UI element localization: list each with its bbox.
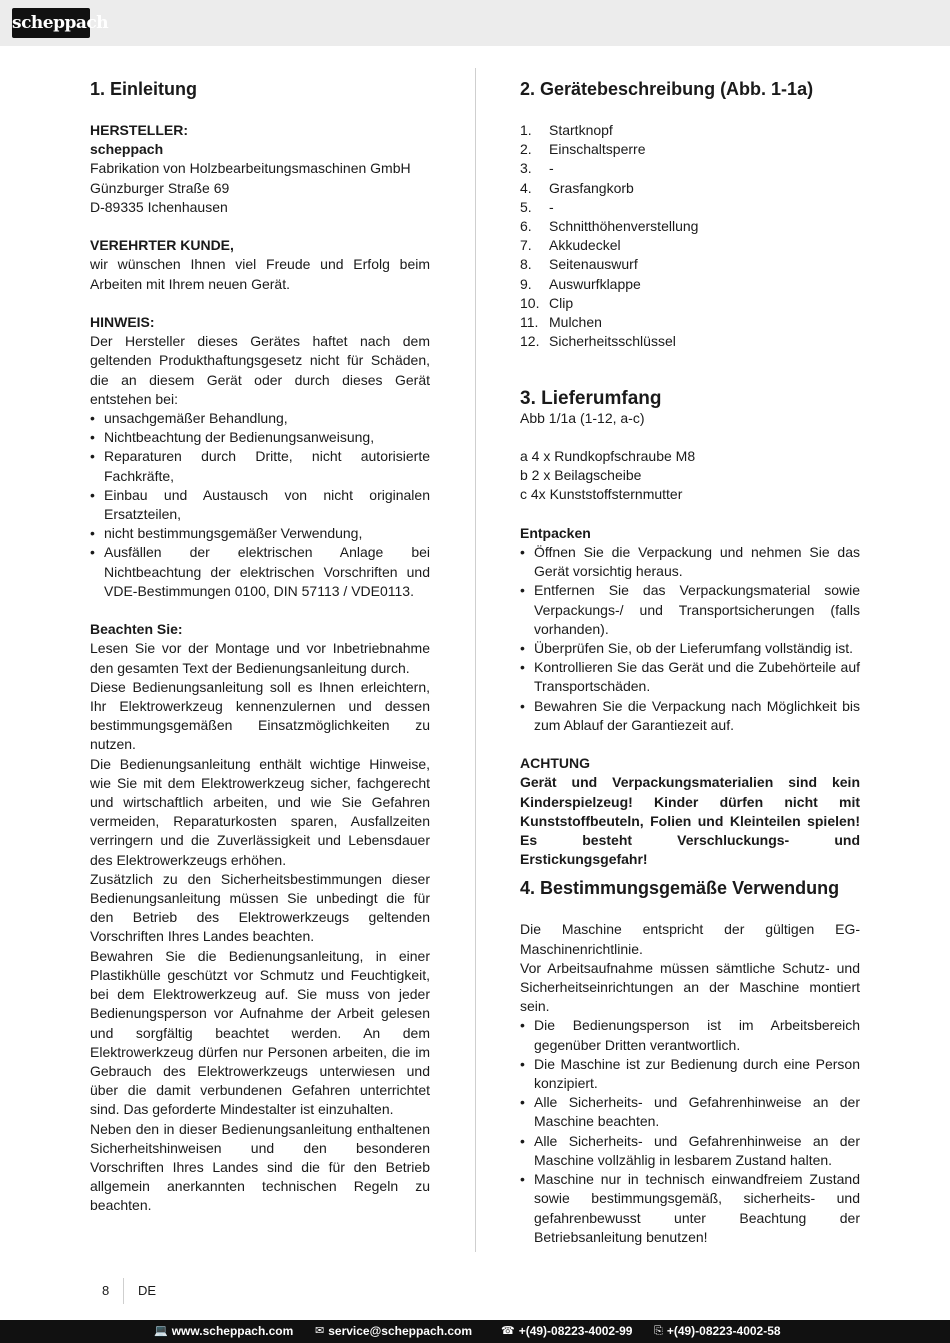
list-item: • Entfernen Sie das Verpackungsmaterial sowie Verpackungs-/ und Transportsicherungen (falls vorhanden). <box>520 581 860 639</box>
list-item: 1. Startknopf <box>520 122 613 138</box>
list-item: 5. - <box>520 198 554 215</box>
phone-icon: ☎ <box>501 1325 515 1337</box>
website-contact <box>154 1322 293 1340</box>
unpack-label: Entpacken <box>520 524 591 541</box>
website-link[interactable]: www.scheppach.com <box>171 1324 294 1338</box>
contact-bar <box>0 1320 950 1343</box>
note-list <box>90 409 430 601</box>
observe-paragraph: Lesen Sie vor der Montage und vor Inbetriebnahme den gesamten Text der Bedienungsanleitung durch. <box>90 640 430 676</box>
footer-divider <box>123 1278 124 1304</box>
list-item: 11. Mulchen <box>520 314 602 331</box>
list-item: • Alle Sicherheits- und Gefahrenhinweise an der Maschine beachten. <box>520 1093 860 1131</box>
observe-paragraph: Neben den in dieser Bedienungsanleitung enthaltenen Sicherheitshinweisen und den besonderen Vorschriften Ihres Landes sind die für den Betrieb allgemein anerkannten technischen Regeln zu beachten. <box>90 1120 430 1214</box>
list-item: • nicht bestimmungsgemäßer Verwendung, <box>90 524 430 543</box>
list-item: • Nichtbeachtung der Bedienungsanweisung, <box>90 428 430 447</box>
use-paragraph: Die Maschine entspricht der gültigen EG-Maschinenrichtlinie. <box>520 921 860 957</box>
page-number: 8 <box>102 1283 110 1298</box>
list-item: • Einbau und Austausch von nicht originalen Ersatzteilen, <box>90 486 430 524</box>
list-item: • Die Maschine ist zur Bedienung durch eine Person konzipiert. <box>520 1055 860 1093</box>
list-item: 4. Grasfangkorb <box>520 179 634 196</box>
list-item: • Öffnen Sie die Verpackung und nehmen Sie das Gerät vorsichtig heraus. <box>520 543 860 581</box>
list-item: 10. Clip <box>520 294 574 311</box>
note-label: HINWEIS: <box>90 314 155 330</box>
observe-paragraph: Bewahren Sie die Bedienungsanleitung, in einer Plastikhülle geschützt vor Schmutz und Feuchtigkeit, bei dem Elektrowerkzeug auf. Sie muss von jeder Bedienungsperson vor Aufnahme der Arbeit gelesen und sorgfältig beachtet werden. An dem Elektrowerkzeug dürfen nur Personen arbeiten, die im Gebrauch des Elektrowerkzeugs unterwiesen und über die damit verbundenen Gefahren unterrichtet sind. Das geforderte Mindestalter ist einzuhalten. <box>90 947 430 1118</box>
parts-list <box>520 121 860 351</box>
heading-verwendung: 4. Bestimmungsgemäße Verwendung <box>520 878 840 899</box>
scope-reference: Abb 1/1a (1-12, a-c) <box>520 409 645 426</box>
list-item: 7. Akkudeckel <box>520 237 621 254</box>
manufacturer-line: Fabrikation von Holzbearbeitungsmaschinen GmbH <box>90 160 411 177</box>
note-text: Der Hersteller dieses Gerätes haftet nach dem geltenden Produkthaftungsgesetz nicht für Schäden, die an diesem Gerät oder durch dieses Gerät entstehen bei: <box>90 333 430 407</box>
use-paragraph: Vor Arbeitsaufnahme müssen sämtliche Schutz- und Sicherheitseinrichtungen an der Maschine montiert sein. <box>520 959 860 1015</box>
list-item: • Maschine nur in technisch einwandfreiem Zustand sowie bestimmungsgemäß, sicherheits- und gefahrenbewusst unter Beachtung der Betriebsanleitung benutzen! <box>520 1170 860 1247</box>
left-column <box>90 78 430 1216</box>
list-item: • Bewahren Sie die Verpackung nach Möglichkeit bis zum Ablauf der Garantiezeit auf. <box>520 697 860 735</box>
observe-paragraph: Diese Bedienungsanleitung soll es Ihnen erleichtern, Ihr Elektrowerkzeug kennenzulernen und dessen bestimmungsgemäßen Einsatzmöglichkeiten zu nutzen. <box>90 678 430 753</box>
list-item: • Überprüfen Sie, ob der Lieferumfang vollständig ist. <box>520 639 860 658</box>
phone-contact <box>501 1322 632 1340</box>
list-item: 3. - <box>520 160 554 177</box>
computer-icon: 💻 <box>154 1325 168 1337</box>
customer-text: wir wünschen Ihnen viel Freude und Erfolg beim Arbeiten mit Ihrem neuen Gerät. <box>90 256 430 292</box>
list-item: • Kontrollieren Sie das Gerät und die Zubehörteile auf Transportschäden. <box>520 658 860 696</box>
manufacturer-label: HERSTELLER: <box>90 122 188 138</box>
manufacturer-name: scheppach <box>90 141 164 158</box>
manufacturer-line: D-89335 Ichenhausen <box>90 198 228 215</box>
list-item: • unsachgemäßer Behandlung, <box>90 409 430 428</box>
list-item: • Ausfällen der elektrischen Anlage bei Nichtbeachtung der elektrischen Vorschriften und VDE-Bestimmungen 0100, DIN 57113 / VDE0113. <box>90 543 430 601</box>
list-item: 12. Sicherheitsschlüssel <box>520 333 676 350</box>
list-item: 2. Einschaltsperre <box>520 141 646 158</box>
email-contact <box>315 1322 472 1340</box>
heading-lieferumfang: 3. Lieferumfang <box>520 387 662 409</box>
manufacturer-line: Günzburger Straße 69 <box>90 179 230 196</box>
list-item: 8. Seitenauswurf <box>520 256 638 273</box>
email-link[interactable]: service@scheppach.com <box>328 1324 472 1338</box>
list-item: 9. Auswurfklappe <box>520 275 641 292</box>
heading-geraetebeschreibung: 2. Gerätebeschreibung (Abb. 1-1a) <box>520 79 814 99</box>
language-code: DE <box>138 1283 157 1298</box>
right-column <box>520 78 860 1247</box>
list-item: 6. Schnitthöhenverstellung <box>520 218 699 235</box>
use-list <box>520 1016 860 1246</box>
list-item: • Reparaturen durch Dritte, nicht autorisierte Fachkräfte, <box>90 447 430 485</box>
fax-contact <box>654 1322 781 1340</box>
scope-item: c 4x Kunststoffsternmutter <box>520 486 683 503</box>
phone-number: +(49)-08223-4002-99 <box>518 1324 633 1338</box>
scheppach-logo: scheppach <box>12 8 90 38</box>
attention-text: Gerät und Verpackungsmaterialien sind kein Kinderspielzeug! Kinder dürfen nicht mit Kunststoffbeuteln, Folien und Kleinteilen spielen! Es besteht Verschluckungs- und Erstickungsgefahr! <box>520 774 860 868</box>
observe-paragraph: Zusätzlich zu den Sicherheitsbestimmungen dieser Bedienungsanleitung müssen Sie unbedingt die für den Betrieb des Elektrowerkzeugs geltenden Vorschriften Ihres Landes beachten. <box>90 870 430 945</box>
observe-paragraph: Die Bedienungsanleitung enthält wichtige Hinweise, wie Sie mit dem Elektrowerkzeug sicher, fachgerecht und wirtschaftlich arbeiten, und wie Sie Gefahren vermeiden, Reparaturkosten sparen, Ausfallzeiten verringern und die Zuverlässigkeit und Lebensdauer des Elektrowerkzeugs erhöhen. <box>90 755 430 868</box>
fax-number: +(49)-08223-4002-58 <box>666 1324 781 1338</box>
scope-item: a 4 x Rundkopfschraube M8 <box>520 448 696 465</box>
list-item: • Die Bedienungsperson ist im Arbeitsbereich gegenüber Dritten verantwortlich. <box>520 1016 860 1054</box>
header-bar <box>0 0 950 46</box>
heading-einleitung: 1. Einleitung <box>90 79 198 99</box>
observe-label: Beachten Sie: <box>90 621 183 638</box>
fax-icon: ⎘ <box>654 1325 663 1337</box>
customer-label: VEREHRTER KUNDE, <box>90 237 234 254</box>
attention-label: ACHTUNG <box>520 755 590 772</box>
scope-item: b 2 x Beilagscheibe <box>520 467 642 484</box>
column-divider <box>475 68 476 1252</box>
unpack-list <box>520 543 860 735</box>
mail-icon: ✉ <box>315 1325 325 1337</box>
list-item: • Alle Sicherheits- und Gefahrenhinweise an der Maschine vollzählig in lesbarem Zustand halten. <box>520 1132 860 1170</box>
